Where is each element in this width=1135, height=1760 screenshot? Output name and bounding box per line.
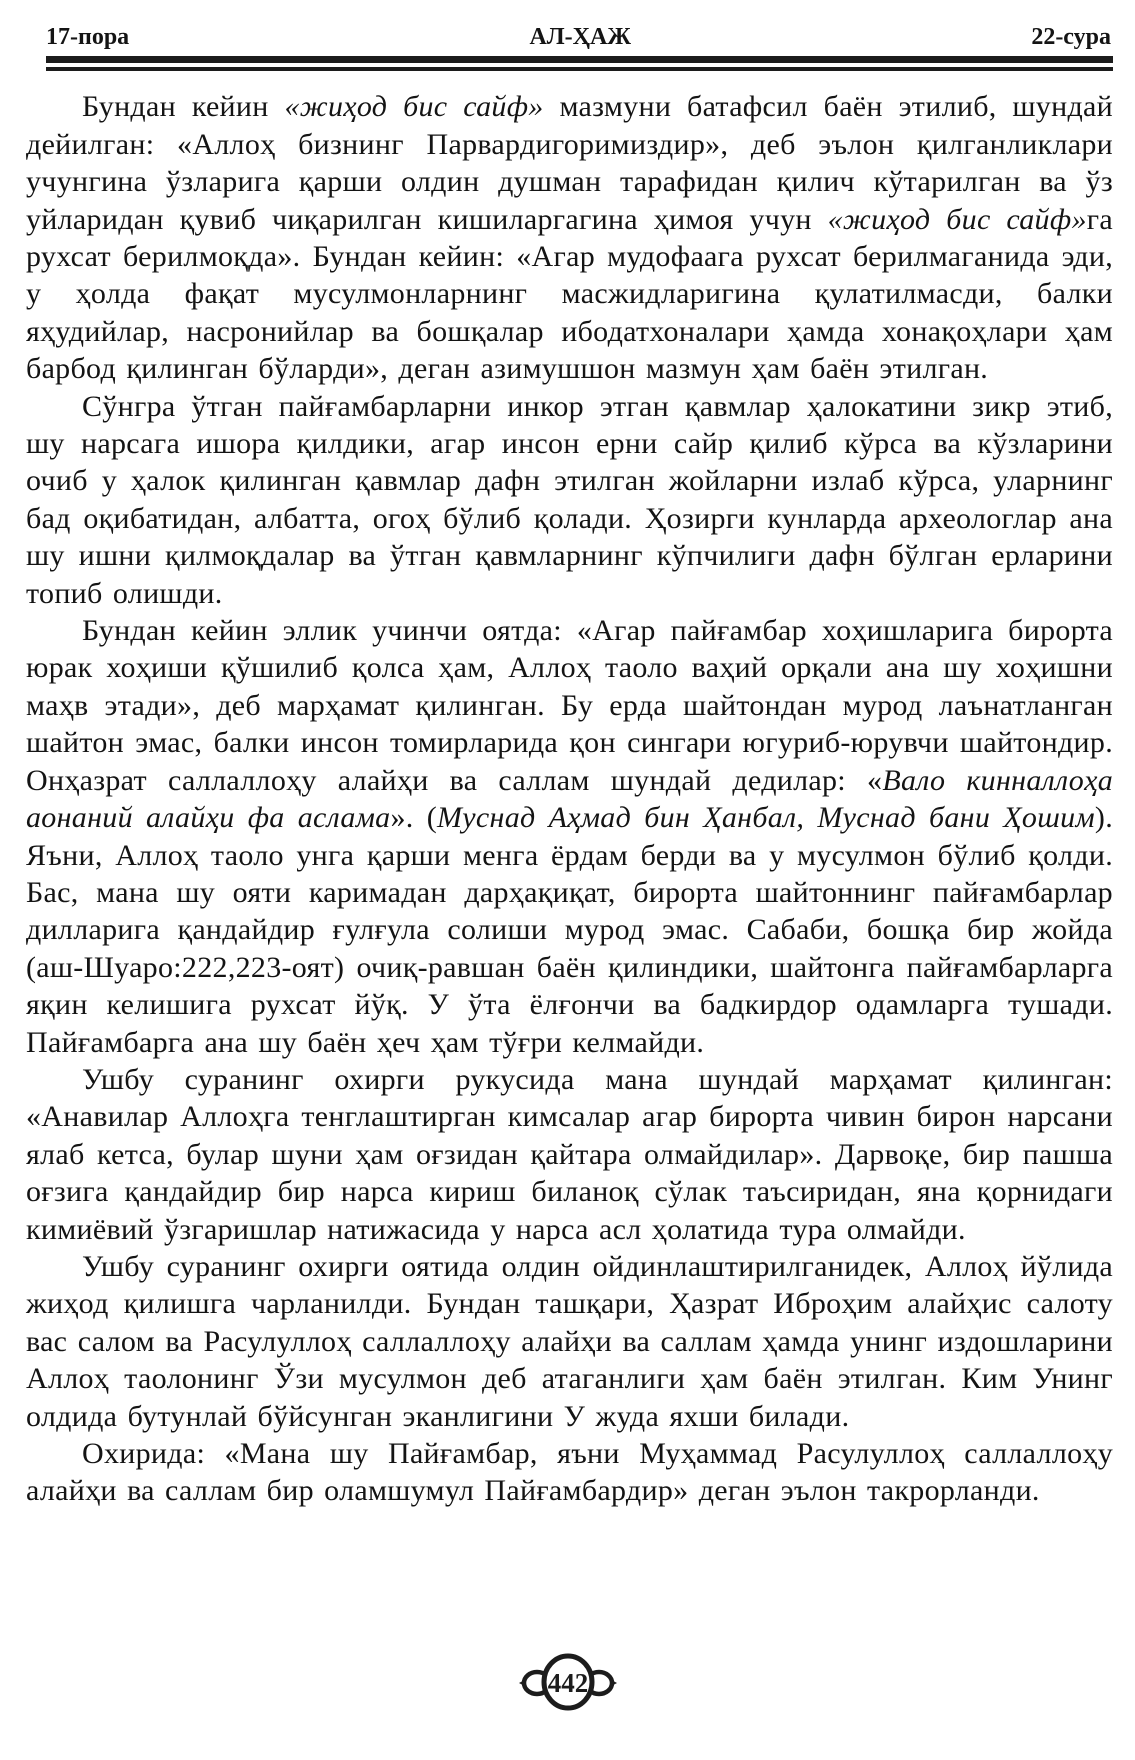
italic-run: «жиҳод бис сайф» (284, 90, 544, 124)
italic-run: «жиҳод бис сайф» (827, 202, 1087, 236)
rule-thick-bar (46, 56, 1113, 63)
paragraph (26, 1061, 1113, 1248)
text-run: мазмуни батафсил баён этилиб, шундай дейилган: «Аллоҳ бизнинг Парвардигоримиздир», деб эълон қилганликлари учунгина ўзларига қарши олдин душман тарафидан қилич кўтарилган ва ўз уйларидан қувиб чиқарилган кишиларгагина ҳимоя учун (26, 90, 1113, 236)
italic-run: Муснад Аҳмад бин Ҳанбал, Муснад бани Ҳошим (437, 801, 1095, 835)
text-run: Ушбу суранинг охирги рукусида мана шундай марҳамат қилинган: «Анавилар Аллоҳга тенглаштирган кимсалар агар бирорта чивин бирон нарсани ялаб кетса, булар шуни ҳам оғзидан қайтара олмайдилар». Дарвоқе, бир пашша оғзига қандайдир бир нарса кириш биланоқ сўлак таъсиридан, яна қорнидаги кимиёвий ўзгаришлар натижасида у нарса асл ҳолатида тура олмайди. (26, 1062, 1113, 1246)
text-run: Бундан кейин эллик учинчи оятда: «Агар пайғамбар хоҳишларига бирорта юрак хоҳиши қўшилиб қолса ҳам, Аллоҳ таоло ваҳий орқали ана шу хоҳишни маҳв этади», деб марҳамат қилинган. Бу ерда шайтондан мурод лаънатланган шайтон эмас, балки инсон томирларида қон сингари югуриб-юрувчи шайтондир. Онҳазрат саллаллоҳу алайҳи ва саллам шундай дедилар: « (26, 614, 1113, 797)
header-sura-title: АЛ-ҲАЖ (529, 24, 632, 50)
header-juz-label: 17-пора (46, 24, 130, 50)
page-number: 442 (547, 1668, 588, 1698)
paragraph (26, 388, 1113, 612)
rule-thin-bar (46, 67, 1113, 71)
text-body (26, 88, 1113, 1509)
paragraph (26, 1435, 1113, 1510)
page-header (26, 24, 1113, 50)
paragraph (26, 1248, 1113, 1435)
paragraph (26, 88, 1113, 387)
text-run: ). Яъни, Аллоҳ таоло унга қарши менга ёрдам берди ва у мусулмон бўлиб қолди. Бас, мана шу ояти каримадан дарҳақиқат, бирорта шайтоннинг пайғамбарлар дилларига қандайдир ғулғула солиши мурод эмас. Сабаби, бошқа бир жойда (аш-Шуаро:222,223-оят) очиқ-равшан баён қилиндики, шайтонга пайғамбарларга яқин келишига рухсат йўқ. У ўта ёлғончи ва бадкирдор одамларга тушади. Пайғамбарга ана шу баён ҳеч ҳам тўғри келмайди. (26, 801, 1113, 1059)
text-run: Охирида: «Мана шу Пайғамбар, яъни Муҳаммад Расулуллоҳ саллаллоҳу алайҳи ва саллам бир оламшумул Пайғамбардир» деган эълон такрорланди. (26, 1437, 1113, 1508)
italic-run: Вало кинналлоҳа аонаний алайҳи фа аслама (26, 763, 1113, 835)
text-run: га рухсат берилмоқда». Бундан кейин: «Агар мудофаага рухсат берилмаганида эди, у ҳолда фақат мусулмонларнинг масжидларигина қулатилмасди, балки яҳудийлар, насронийлар ва бошқалар ибодатхоналари ҳамда хонақоҳлари ҳам барбод қилинган бўларди», деган азимушшон мазмун ҳам баён этилган. (26, 202, 1113, 386)
paragraph (26, 612, 1113, 1061)
text-run: Бундан кейин (82, 90, 285, 124)
header-sura-number: 22-сура (1031, 24, 1111, 50)
text-run: Сўнгра ўтган пайғамбарларни инкор этган қавмлар ҳалокатини зикр этиб, шу нарсага ишора қилдики, агар инсон ерни сайр қилиб кўрса ва кўзларини очиб у ҳалок қилинган қавмлар дафн этилган жойларни излаб кўрса, уларнинг бад оқибатидан, албатта, огоҳ бўлиб қолади. Ҳозирги кунларда археологлар ана шу ишни қилмоқдалар ва ўтган қавмларнинг кўпчилиги дафн бўлган ерларини топиб олишди. (26, 389, 1113, 610)
text-run: Ушбу суранинг охирги оятида олдин ойдинлаштирилганидек, Аллоҳ йўлида жиҳод қилишга чарланилди. Бундан ташқари, Ҳазрат Иброҳим алайҳис салоту вас салом ва Расулуллоҳ саллаллоҳу алайҳи ва саллам ҳамда унинг издошларини Аллоҳ таолонинг Ўзи мусулмон деб атаганлиги ҳам баён этилган. Ким Унинг олдида бутунлай бўйсунган эканлигини У жуда яхши билади. (26, 1249, 1113, 1433)
text-run: ». ( (390, 801, 437, 835)
header-double-rule (46, 56, 1113, 71)
page-number-ornament (518, 1652, 618, 1714)
